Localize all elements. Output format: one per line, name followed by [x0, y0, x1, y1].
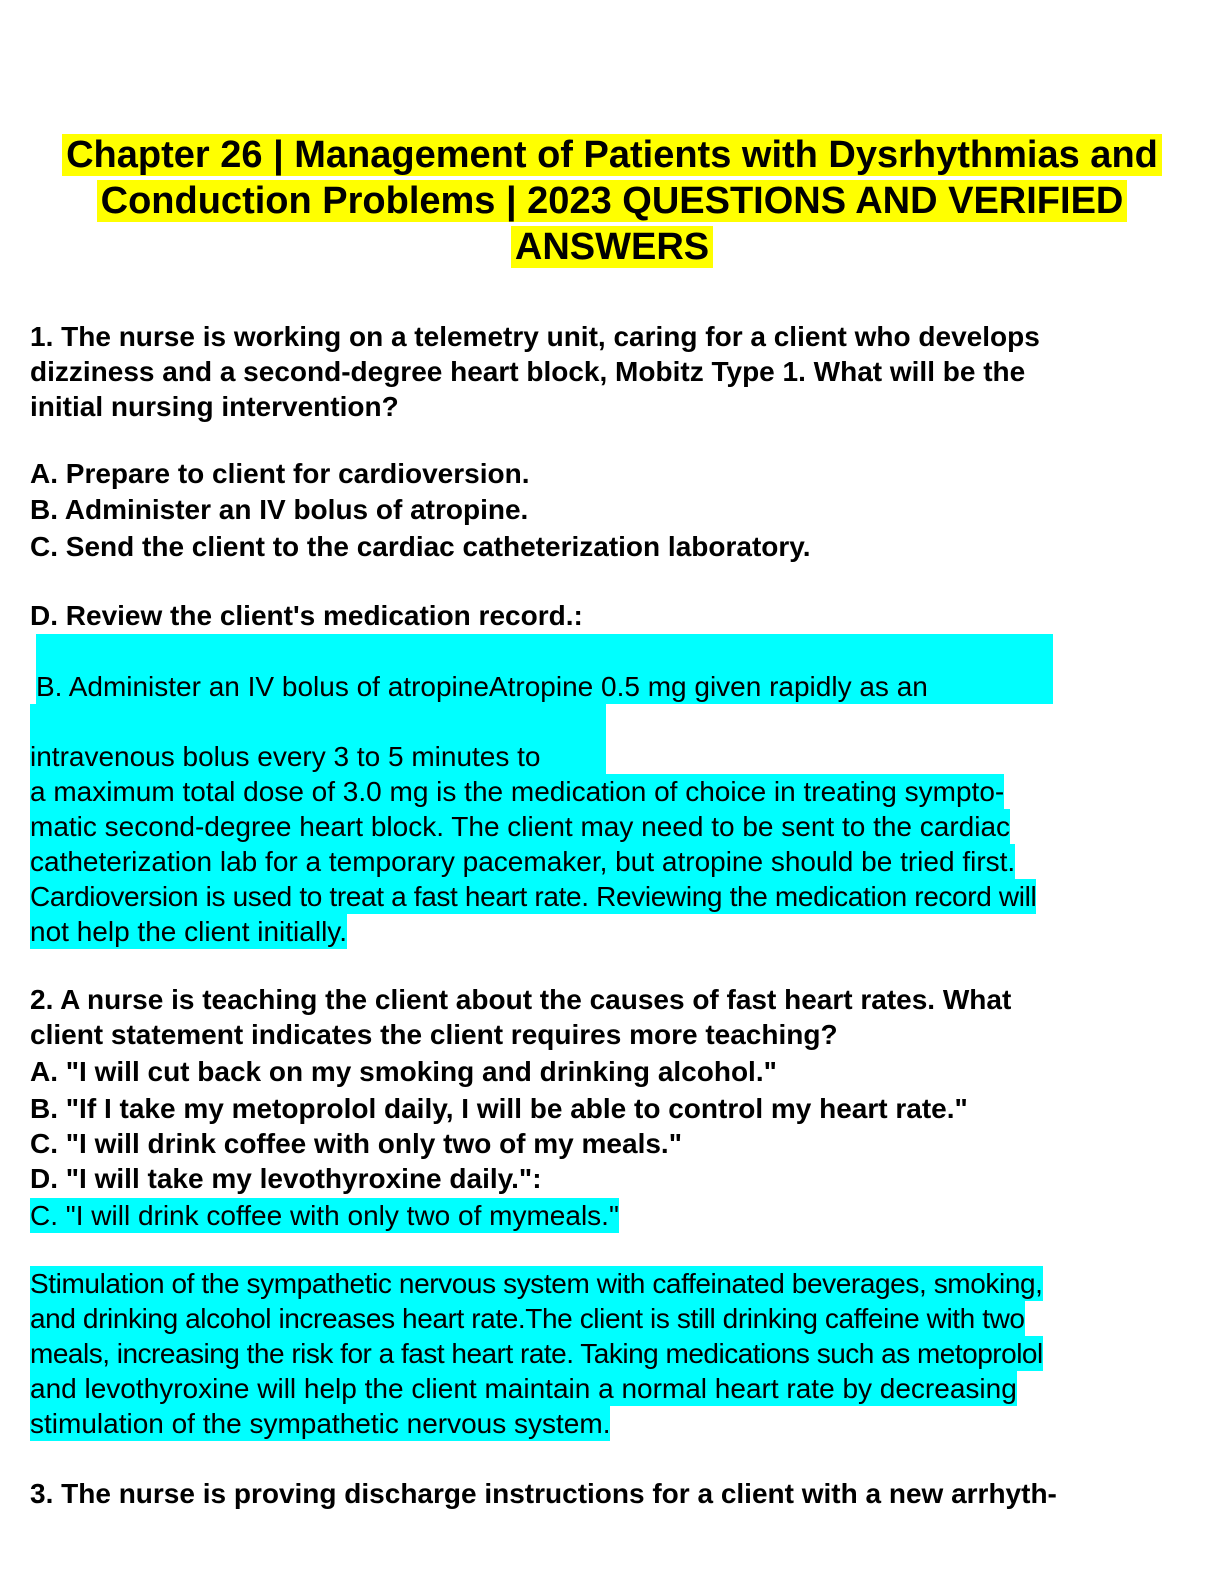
question-2-answer-line-2: Stimulation of the sympathetic nervous system with caffeinated beverages, smoking, — [30, 1268, 1043, 1299]
question-1-line-3: initial nursing intervention? — [30, 391, 399, 422]
page-title — [40, 132, 1184, 270]
page-title-text: Chapter 26 | Management of Patients with Dysrhythmias and Conduction Problems | 2023 QUESTIONS AND VERIFIED ANSWERS — [62, 134, 1162, 268]
question-2-answer-line-3: and drinking alcohol increases heart rate.The client is still drinking caffeine with two — [30, 1303, 1025, 1334]
question-2-option-a: A. "I will cut back on my smoking and drinking alcohol." — [30, 1056, 777, 1087]
question-1-option-d: D. Review the client's medication record.: — [30, 600, 583, 631]
question-1-answer-line-7: not help the client initially. — [30, 916, 347, 947]
question-2-option-b: B. "If I take my metoprolol daily, I will be able to control my heart rate." — [30, 1093, 968, 1124]
question-1-answer-line-1: B. Administer an IV bolus of atropineAtropine 0.5 mg given rapidly as an — [36, 634, 1053, 704]
question-2-line-1: 2. A nurse is teaching the client about the causes of fast heart rates. What — [30, 984, 1012, 1015]
question-1-answer-line-6: Cardioversion is used to treat a fast heart rate. Reviewing the medication record will — [30, 881, 1037, 912]
question-1-line-2: dizziness and a second-degree heart block, Mobitz Type 1. What will be the — [30, 356, 1026, 387]
question-3-line-1: 3. The nurse is proving discharge instructions for a client with a new arrhyth- — [30, 1478, 1057, 1509]
question-1-answer-line-2: intravenous bolus every 3 to 5 minutes to — [30, 704, 606, 774]
question-2-option-c: C. "I will drink coffee with only two of my meals." — [30, 1128, 682, 1159]
question-1-option-a: A. Prepare to client for cardioversion. — [30, 458, 530, 489]
question-1-line-1: 1. The nurse is working on a telemetry unit, caring for a client who develops — [30, 321, 1040, 352]
question-2-line-2: client statement indicates the client requires more teaching? — [30, 1019, 838, 1050]
question-1-answer-line-5: catheterization lab for a temporary pacemaker, but atropine should be tried first. — [30, 846, 1016, 877]
question-1-answer-line-3: a maximum total dose of 3.0 mg is the medication of choice in treating sympto- — [30, 776, 1005, 807]
question-1-answer-line-4: matic second-degree heart block. The client may need to be sent to the cardiac — [30, 811, 1011, 842]
question-2-answer-line-6: stimulation of the sympathetic nervous system. — [30, 1408, 611, 1439]
question-2-answer-line-4: meals, increasing the risk for a fast heart rate. Taking medications such as metoprolol — [30, 1338, 1043, 1369]
question-1-option-c: C. Send the client to the cardiac catheterization laboratory. — [30, 531, 811, 562]
question-1-option-b: B. Administer an IV bolus of atropine. — [30, 494, 529, 525]
question-2-answer-line-5: and levothyroxine will help the client maintain a normal heart rate by decreasing — [30, 1373, 1017, 1404]
question-2-answer-line-1: C. "I will drink coffee with only two of mymeals." — [30, 1200, 619, 1231]
question-2-option-d: D. "I will take my levothyroxine daily.": — [30, 1163, 542, 1194]
